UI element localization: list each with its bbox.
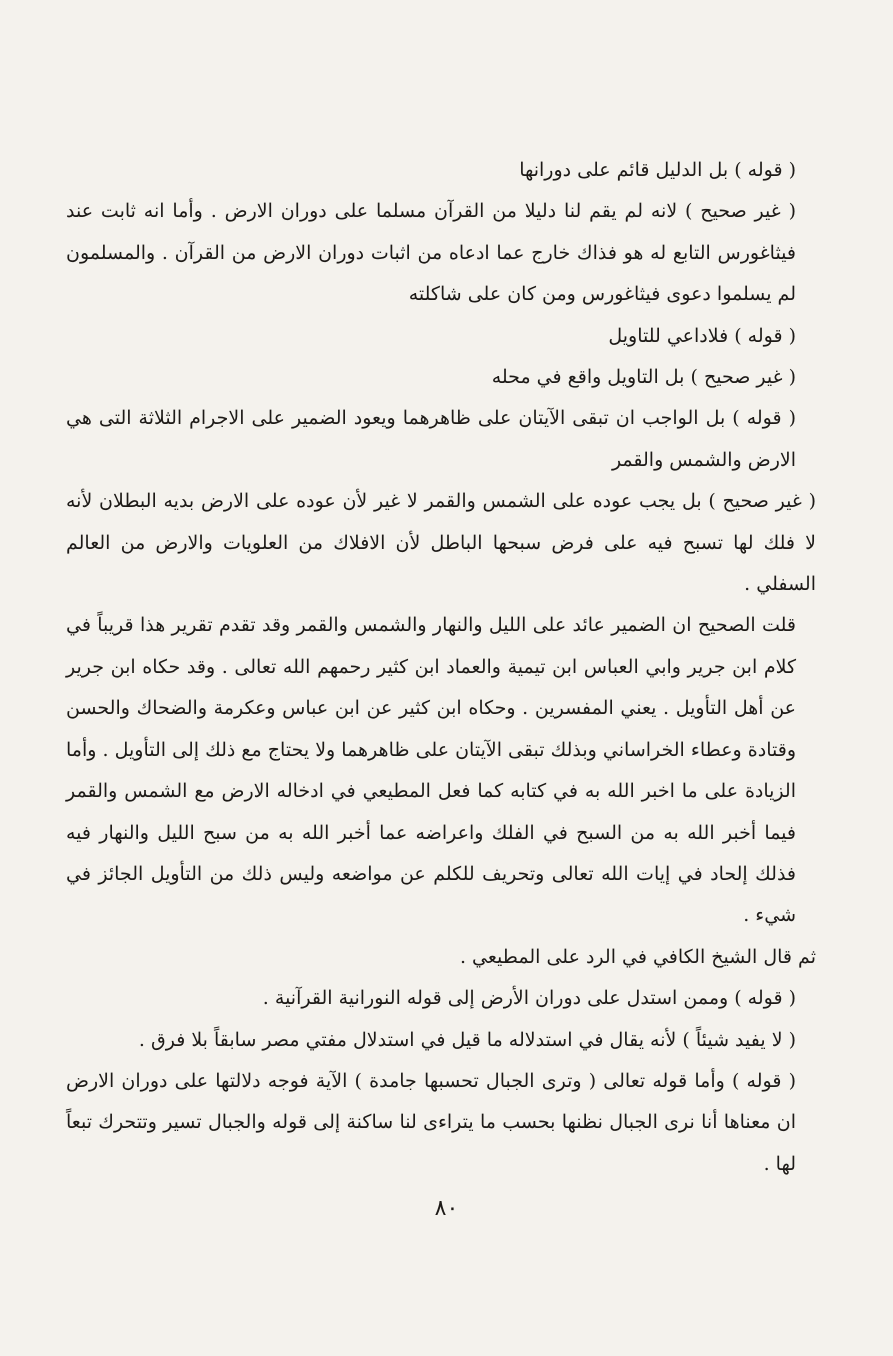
paragraph-4: ( غير صحيح ) بل التاويل واقع في محله [491, 366, 796, 389]
paragraph-2: ( غير صحيح ) لانه لم يقم لنا دليلا من القرآن مسلما على دوران الارض . وأما انه ثابت عند فيثاغورس التابع له هو فذاك خارج عما ادعاه من اثبات دوران الارض من القرآن . والمسلمون لم يسلموا دعوى فيثاغورس ومن كان على شاكلته [66, 200, 796, 306]
body-text [66, 150, 816, 1185]
paragraph-1: ( قوله ) بل الدليل قائم على دورانها [519, 159, 796, 181]
paragraph-5: ( قوله ) بل الواجب ان تبقى الآيتان على ظاهرهما ويعود الضمير على الاجرام الثلاثة التى هي الارض والشمس والقمر [66, 407, 796, 471]
paragraph-10: ( لا يفيد شيئاً ) لأنه يقال في استدلاله ما قيل في استدلال مفتي مصر سابقاً بلا فرق . [138, 1028, 796, 1051]
paragraph-6: ( غير صحيح ) بل يجب عوده على الشمس والقمر لا غير لأن عوده على الارض بديه البطلان لأنه لا فلك لها تسبح فيه على فرض سبحها الباطل لأن الافلاك من العلويات والارض من العالم السفلي . [66, 490, 816, 596]
page-number: ٨٠ [434, 1196, 459, 1221]
paragraph-11: ( قوله ) وأما قوله تعالى ( وترى الجبال تحسبها جامدة ) الآية فوجه دلالتها على دوران الارض ان معناها أنا نرى الجبال نظنها بحسب ما يتراءى لنا ساكنة إلى قوله والجبال تسير وتتحرك تبعاً لها . [66, 1069, 796, 1175]
paragraph-8: ثم قال الشيخ الكافي في الرد على المطيعي . [459, 945, 816, 968]
paragraph-7: قلت الصحيح ان الضمير عائد على الليل والنهار والشمس والقمر وقد تقدم تقرير هذا قريباً في كلام ابن جرير وابي العباس ابن تيمية والعماد ابن كثير رحمهم الله تعالى . وقد حكاه ابن جرير عن أهل التأويل . يعني المفسرين . وحكاه ابن كثير عن ابن عباس وعكرمة والضحاك والحسن وقتادة وعطاء الخراساني وبذلك تبقى الآيتان على ظاهرهما ولا يحتاج مع ذلك إلى التأويل . وأما الزيادة على ما اخبر الله به في كتابه كما فعل المطيعي في ادخاله الارض مع الشمس والقمر فيما أخبر الله به من السبح في الفلك واعراضه عما أخبر الله به من سبح الليل والنهار فيه فذلك إلحاد في إيات الله تعالى وتحريف للكلم عن مواضعه وليس ذلك من التأويل الجائز في شيء . [66, 614, 796, 927]
paragraph-9: ( قوله ) وممن استدل على دوران الأرض إلى قوله النورانية القرآنية . [262, 987, 796, 1010]
paragraph-3: ( قوله ) فلاداعي للتاويل [608, 324, 796, 347]
